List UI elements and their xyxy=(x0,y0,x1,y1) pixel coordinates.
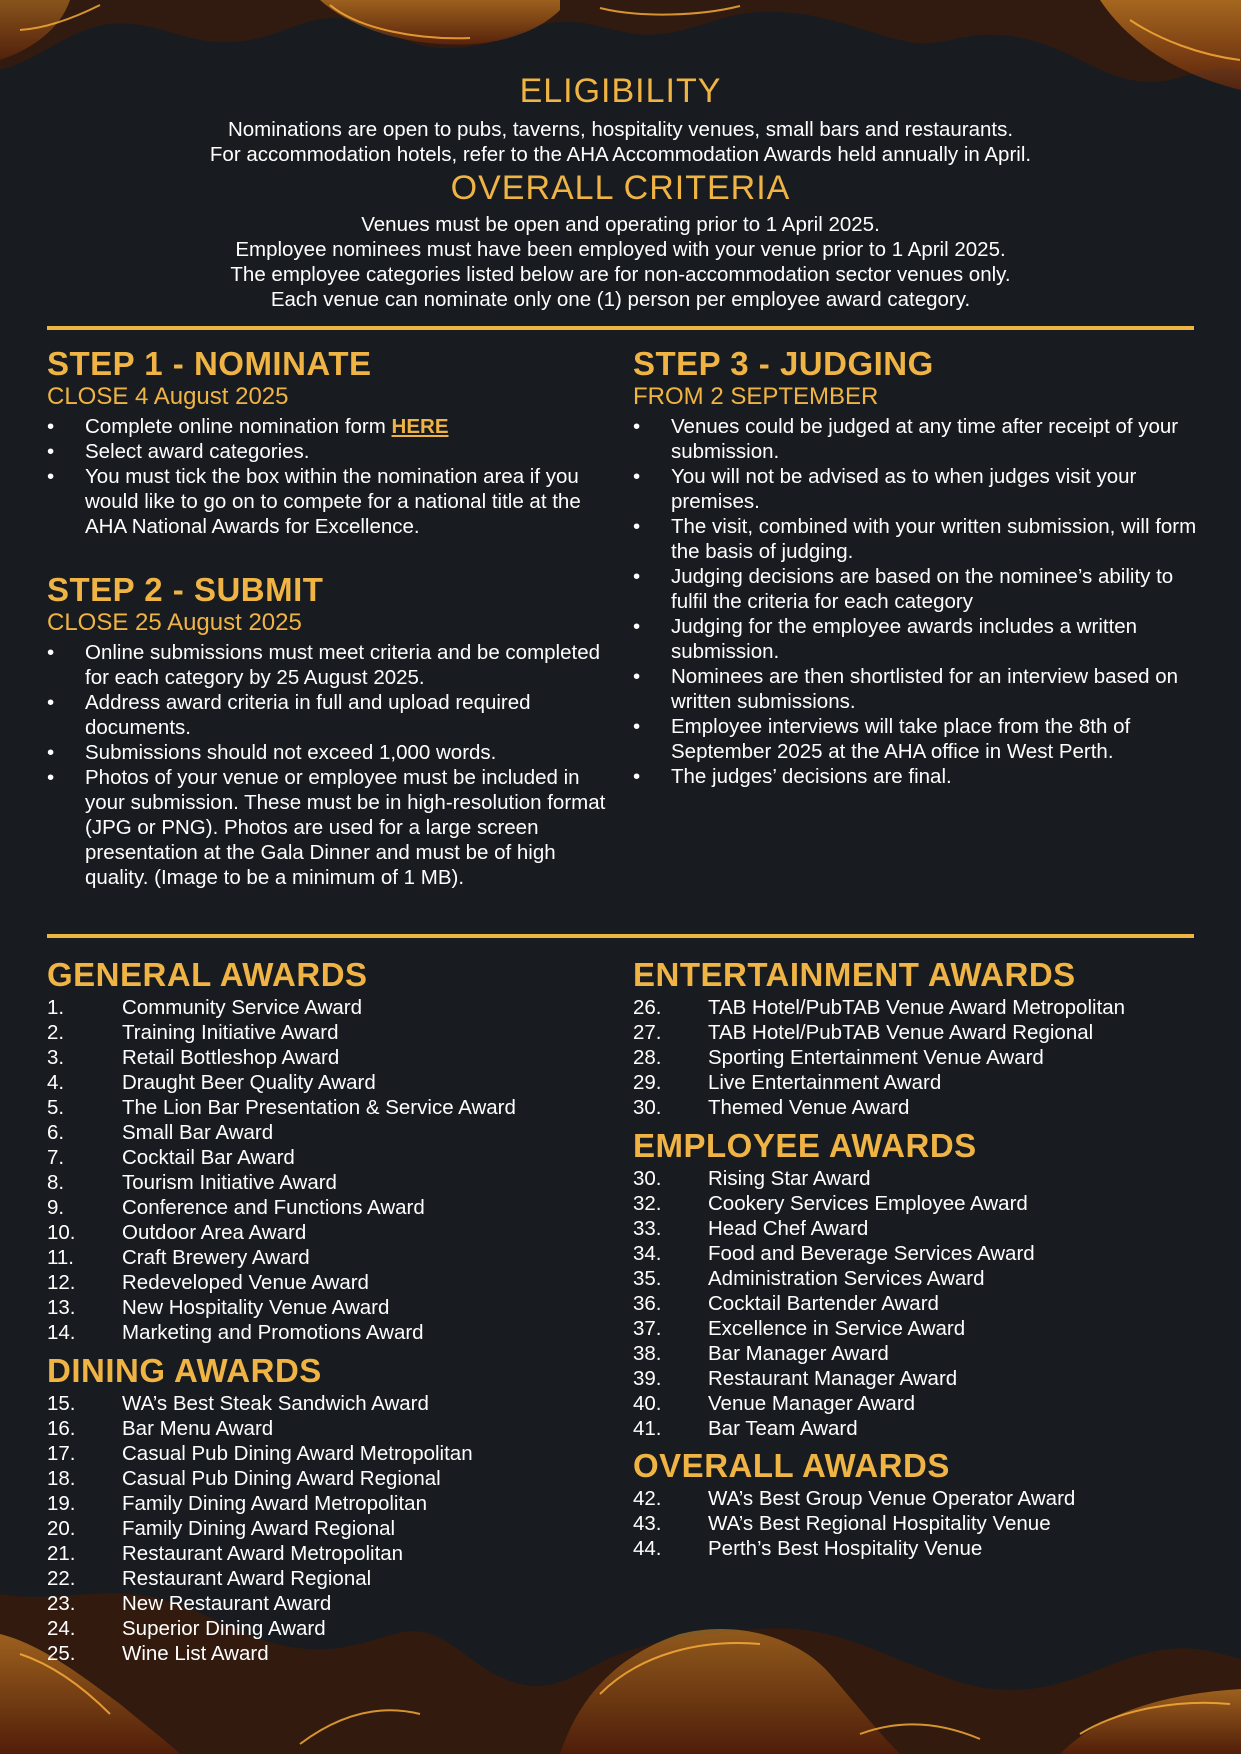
award-name: Themed Venue Award xyxy=(708,1096,910,1119)
eligibility-text xyxy=(0,117,1241,167)
award-item xyxy=(47,1441,617,1466)
award-name: Community Service Award xyxy=(122,996,363,1019)
award-item xyxy=(47,1270,617,1295)
award-item xyxy=(633,1416,1203,1441)
award-number: 10. xyxy=(47,1221,76,1244)
criteria-line: Venues must be open and operating prior to 1 April 2025. xyxy=(361,213,880,236)
award-name: Small Bar Award xyxy=(122,1121,274,1144)
bullet-icon: • xyxy=(47,741,55,764)
criteria-line: Each venue can nominate only one (1) person per employee award category. xyxy=(270,288,971,311)
award-name: Conference and Functions Award xyxy=(122,1196,425,1219)
criteria-line: Employee nominees must have been employed with your venue prior to 1 April 2025. xyxy=(235,238,1006,261)
award-item xyxy=(47,995,617,1020)
award-item xyxy=(47,1616,617,1641)
award-name: Cocktail Bar Award xyxy=(122,1146,295,1169)
step3-list xyxy=(633,414,1198,789)
divider-middle xyxy=(47,934,1194,938)
award-item xyxy=(47,1641,617,1666)
award-name: TAB Hotel/PubTAB Venue Award Regional xyxy=(708,1021,1094,1044)
award-name: WA’s Best Steak Sandwich Award xyxy=(122,1392,429,1415)
award-number: 32. xyxy=(633,1192,662,1215)
award-number: 13. xyxy=(47,1296,76,1319)
award-name: Restaurant Award Regional xyxy=(122,1567,372,1590)
bullet-icon: • xyxy=(47,691,55,714)
list-item xyxy=(47,690,617,740)
award-number: 26. xyxy=(633,996,662,1019)
list-item xyxy=(47,414,617,439)
award-name: Cocktail Bartender Award xyxy=(708,1292,939,1315)
award-number: 41. xyxy=(633,1417,662,1440)
award-item xyxy=(633,1241,1203,1266)
award-number: 4. xyxy=(47,1071,65,1094)
list-item-text: Complete online nomination form xyxy=(85,415,392,438)
award-name: Tourism Initiative Award xyxy=(122,1171,337,1194)
award-name: Wine List Award xyxy=(122,1642,269,1665)
step3-section xyxy=(633,346,1198,789)
employee-awards-title: EMPLOYEE AWARDS xyxy=(633,1127,977,1164)
list-item-text: Select award categories. xyxy=(85,440,310,463)
general-awards-section xyxy=(47,957,617,1345)
award-name: Outdoor Area Award xyxy=(122,1221,307,1244)
award-name: Food and Beverage Services Award xyxy=(708,1242,1035,1265)
list-item-text: You must tick the box within the nomination area if you would like to go on to compete for a national title at the AHA National Awards for Excellence. xyxy=(85,465,581,538)
bullet-icon: • xyxy=(47,766,55,789)
bullet-icon: • xyxy=(47,415,55,438)
award-item xyxy=(47,1466,617,1491)
list-item xyxy=(633,714,1171,764)
general-awards-title: GENERAL AWARDS xyxy=(47,956,368,993)
bullet-icon: • xyxy=(633,565,641,588)
list-item xyxy=(633,764,1198,789)
award-name: Bar Manager Award xyxy=(708,1342,889,1365)
list-item-text: Nominees are then shortlisted for an interview based on written submissions. xyxy=(671,665,1179,713)
eligibility-line: For accommodation hotels, refer to the AHA Accommodation Awards held annually in April. xyxy=(209,143,1032,166)
eligibility-heading: ELIGIBILITY xyxy=(519,72,722,110)
step2-list xyxy=(47,640,617,890)
award-item xyxy=(47,1591,617,1616)
award-name: Cookery Services Employee Award xyxy=(708,1192,1028,1215)
award-item xyxy=(47,1320,617,1345)
award-item xyxy=(633,1316,1203,1341)
overall-awards-title: OVERALL AWARDS xyxy=(633,1447,950,1484)
award-item xyxy=(633,1291,1203,1316)
award-number: 39. xyxy=(633,1367,662,1390)
list-item-text: The visit, combined with your written submission, will form the basis of judging. xyxy=(671,515,1197,563)
list-item xyxy=(633,664,1198,714)
award-item xyxy=(633,1366,1203,1391)
employee-awards-list xyxy=(633,1166,1203,1441)
award-number: 19. xyxy=(47,1492,76,1515)
award-number: 43. xyxy=(633,1512,662,1535)
award-name: Casual Pub Dining Award Regional xyxy=(122,1467,441,1490)
list-item xyxy=(47,740,617,765)
award-item xyxy=(47,1195,617,1220)
award-item xyxy=(633,1391,1203,1416)
award-name: WA’s Best Group Venue Operator Award xyxy=(708,1487,1076,1510)
bullet-icon: • xyxy=(633,465,641,488)
bullet-icon: • xyxy=(633,715,641,738)
list-item-text: The judges’ decisions are final. xyxy=(671,765,952,788)
award-number: 40. xyxy=(633,1392,662,1415)
award-number: 2. xyxy=(47,1021,65,1044)
step1-section xyxy=(47,346,617,539)
award-name: Family Dining Award Metropolitan xyxy=(122,1492,427,1515)
list-item xyxy=(633,414,1198,464)
award-number: 30. xyxy=(633,1096,662,1119)
award-number: 30. xyxy=(633,1167,662,1190)
award-name: New Hospitality Venue Award xyxy=(122,1296,390,1319)
award-number: 44. xyxy=(633,1537,662,1560)
award-item xyxy=(47,1145,617,1170)
award-name: Restaurant Award Metropolitan xyxy=(122,1542,404,1565)
award-item xyxy=(633,1020,1233,1045)
entertainment-awards-title: ENTERTAINMENT AWARDS xyxy=(633,956,1076,993)
bullet-icon: • xyxy=(633,615,641,638)
award-item xyxy=(47,1220,617,1245)
award-number: 17. xyxy=(47,1442,76,1465)
step2-section xyxy=(47,572,617,890)
award-item xyxy=(633,1266,1203,1291)
divider-top xyxy=(47,326,1194,330)
employee-awards-section xyxy=(633,1128,1203,1441)
award-number: 22. xyxy=(47,1567,76,1590)
list-item xyxy=(633,514,1198,564)
award-item xyxy=(633,1045,1233,1070)
award-number: 9. xyxy=(47,1196,65,1219)
award-number: 12. xyxy=(47,1271,76,1294)
award-item xyxy=(633,1536,1203,1561)
step1-list xyxy=(47,414,617,539)
award-number: 18. xyxy=(47,1467,76,1490)
award-item xyxy=(633,1341,1203,1366)
award-name: Sporting Entertainment Venue Award xyxy=(708,1046,1044,1069)
award-name: Bar Menu Award xyxy=(122,1417,274,1440)
award-name: TAB Hotel/PubTAB Venue Award Metropolitan xyxy=(708,996,1126,1019)
award-number: 16. xyxy=(47,1417,76,1440)
entertainment-awards-list xyxy=(633,995,1233,1120)
award-number: 6. xyxy=(47,1121,65,1144)
award-number: 20. xyxy=(47,1517,76,1540)
award-number: 33. xyxy=(633,1217,662,1240)
award-item xyxy=(47,1170,617,1195)
award-name: Bar Team Award xyxy=(708,1417,858,1440)
award-number: 36. xyxy=(633,1292,662,1315)
step1-title: STEP 1 - NOMINATE xyxy=(47,345,372,382)
award-number: 15. xyxy=(47,1392,76,1415)
award-item xyxy=(47,1516,617,1541)
award-name: Training Initiative Award xyxy=(122,1021,339,1044)
award-name: Draught Beer Quality Award xyxy=(122,1071,376,1094)
award-name: Live Entertainment Award xyxy=(708,1071,942,1094)
dining-awards-title: DINING AWARDS xyxy=(47,1352,322,1389)
criteria-line: The employee categories listed below are for non-accommodation sector venues only. xyxy=(230,263,1011,286)
step2-deadline: CLOSE 25 August 2025 xyxy=(47,609,302,636)
list-item-text: Judging decisions are based on the nominee’s ability to fulfil the criteria for each category xyxy=(671,565,1174,613)
award-number: 14. xyxy=(47,1321,76,1344)
award-item xyxy=(47,1245,617,1270)
award-item xyxy=(47,1045,617,1070)
list-item-text: Address award criteria in full and upload required documents. xyxy=(85,691,531,739)
award-number: 42. xyxy=(633,1487,662,1510)
bullet-icon: • xyxy=(633,765,641,788)
award-number: 23. xyxy=(47,1592,76,1615)
award-item xyxy=(47,1295,617,1320)
award-item xyxy=(633,1191,1203,1216)
award-number: 38. xyxy=(633,1342,662,1365)
criteria-heading: OVERALL CRITERIA xyxy=(450,169,791,207)
award-number: 35. xyxy=(633,1267,662,1290)
step1-deadline: CLOSE 4 August 2025 xyxy=(47,383,289,410)
list-item-text: Online submissions must meet criteria and be completed for each category by 25 August 2025. xyxy=(85,641,601,689)
award-item xyxy=(47,1095,617,1120)
award-item xyxy=(47,1070,617,1095)
award-name: Craft Brewery Award xyxy=(122,1246,310,1269)
award-name: Redeveloped Venue Award xyxy=(122,1271,369,1294)
award-item xyxy=(633,1070,1233,1095)
award-name: Retail Bottleshop Award xyxy=(122,1046,340,1069)
list-item xyxy=(633,564,1198,614)
award-item xyxy=(47,1541,617,1566)
award-name: Superior Dining Award xyxy=(122,1617,326,1640)
award-item xyxy=(47,1020,617,1045)
entertainment-awards-section xyxy=(633,957,1233,1120)
award-name: Head Chef Award xyxy=(708,1217,869,1240)
bullet-icon: • xyxy=(47,641,55,664)
list-item-text: Employee interviews will take place from the 8th of September 2025 at the AHA office in West Perth. xyxy=(671,715,1131,763)
bullet-icon: • xyxy=(47,465,55,488)
award-item xyxy=(633,1166,1203,1191)
award-number: 5. xyxy=(47,1096,65,1119)
list-item-text: Submissions should not exceed 1,000 words. xyxy=(85,741,497,764)
award-number: 1. xyxy=(47,996,65,1019)
award-name: WA’s Best Regional Hospitality Venue xyxy=(708,1512,1051,1535)
step3-title: STEP 3 - JUDGING xyxy=(633,345,934,382)
award-item xyxy=(633,995,1233,1020)
award-name: Venue Manager Award xyxy=(708,1392,916,1415)
list-item xyxy=(47,640,617,690)
award-name: Restaurant Manager Award xyxy=(708,1367,958,1390)
award-name: Administration Services Award xyxy=(708,1267,985,1290)
bullet-icon: • xyxy=(633,515,641,538)
award-name: Perth’s Best Hospitality Venue xyxy=(708,1537,983,1560)
award-item xyxy=(633,1511,1203,1536)
award-number: 24. xyxy=(47,1617,76,1640)
award-item xyxy=(47,1416,617,1441)
list-item xyxy=(47,765,620,890)
award-number: 3. xyxy=(47,1046,65,1069)
step2-title: STEP 2 - SUBMIT xyxy=(47,571,324,608)
criteria-text xyxy=(0,212,1241,312)
list-item xyxy=(633,614,1198,664)
list-item xyxy=(633,464,1198,514)
award-number: 29. xyxy=(633,1071,662,1094)
dining-awards-section xyxy=(47,1353,617,1666)
list-item-text: Photos of your venue or employee must be included in your submission. These must be in high-resolution format (JPG or PNG). Photos are used for a large screen presentation at the Gala Dinner and must be of high quality. (Image to be a minimum of 1 MB). xyxy=(85,766,606,889)
dining-awards-list xyxy=(47,1391,617,1666)
award-item xyxy=(47,1120,617,1145)
list-item xyxy=(47,464,605,539)
award-number: 37. xyxy=(633,1317,662,1340)
eligibility-line: Nominations are open to pubs, taverns, hospitality venues, small bars and restaurants. xyxy=(227,118,1014,141)
award-item xyxy=(47,1491,617,1516)
overall-awards-section xyxy=(633,1448,1203,1561)
award-number: 27. xyxy=(633,1021,662,1044)
award-number: 34. xyxy=(633,1242,662,1265)
bullet-icon: • xyxy=(47,440,55,463)
award-item xyxy=(633,1486,1203,1511)
award-name: Family Dining Award Regional xyxy=(122,1517,396,1540)
list-item-text: Judging for the employee awards includes a written submission. xyxy=(671,615,1138,663)
award-name: The Lion Bar Presentation & Service Award xyxy=(122,1096,516,1119)
award-number: 8. xyxy=(47,1171,65,1194)
award-name: New Restaurant Award xyxy=(122,1592,332,1615)
award-number: 7. xyxy=(47,1146,65,1169)
award-number: 28. xyxy=(633,1046,662,1069)
award-item xyxy=(633,1095,1233,1120)
award-name: Marketing and Promotions Award xyxy=(122,1321,424,1344)
nomination-form-link[interactable]: HERE xyxy=(391,415,449,438)
award-number: 25. xyxy=(47,1642,76,1665)
step3-start: FROM 2 SEPTEMBER xyxy=(633,383,879,410)
award-name: Excellence in Service Award xyxy=(708,1317,966,1340)
award-number: 21. xyxy=(47,1542,76,1565)
bullet-icon: • xyxy=(633,665,641,688)
list-item xyxy=(47,439,617,464)
award-name: Rising Star Award xyxy=(708,1167,871,1190)
award-name: Casual Pub Dining Award Metropolitan xyxy=(122,1442,473,1465)
award-item xyxy=(633,1216,1203,1241)
bullet-icon: • xyxy=(633,415,641,438)
general-awards-list xyxy=(47,995,617,1345)
award-number: 11. xyxy=(47,1246,74,1269)
award-item xyxy=(47,1391,617,1416)
list-item-text: You will not be advised as to when judges visit your premises. xyxy=(671,465,1137,513)
award-item xyxy=(47,1566,617,1591)
list-item-text: Venues could be judged at any time after receipt of your submission. xyxy=(671,415,1179,463)
overall-awards-list xyxy=(633,1486,1203,1561)
